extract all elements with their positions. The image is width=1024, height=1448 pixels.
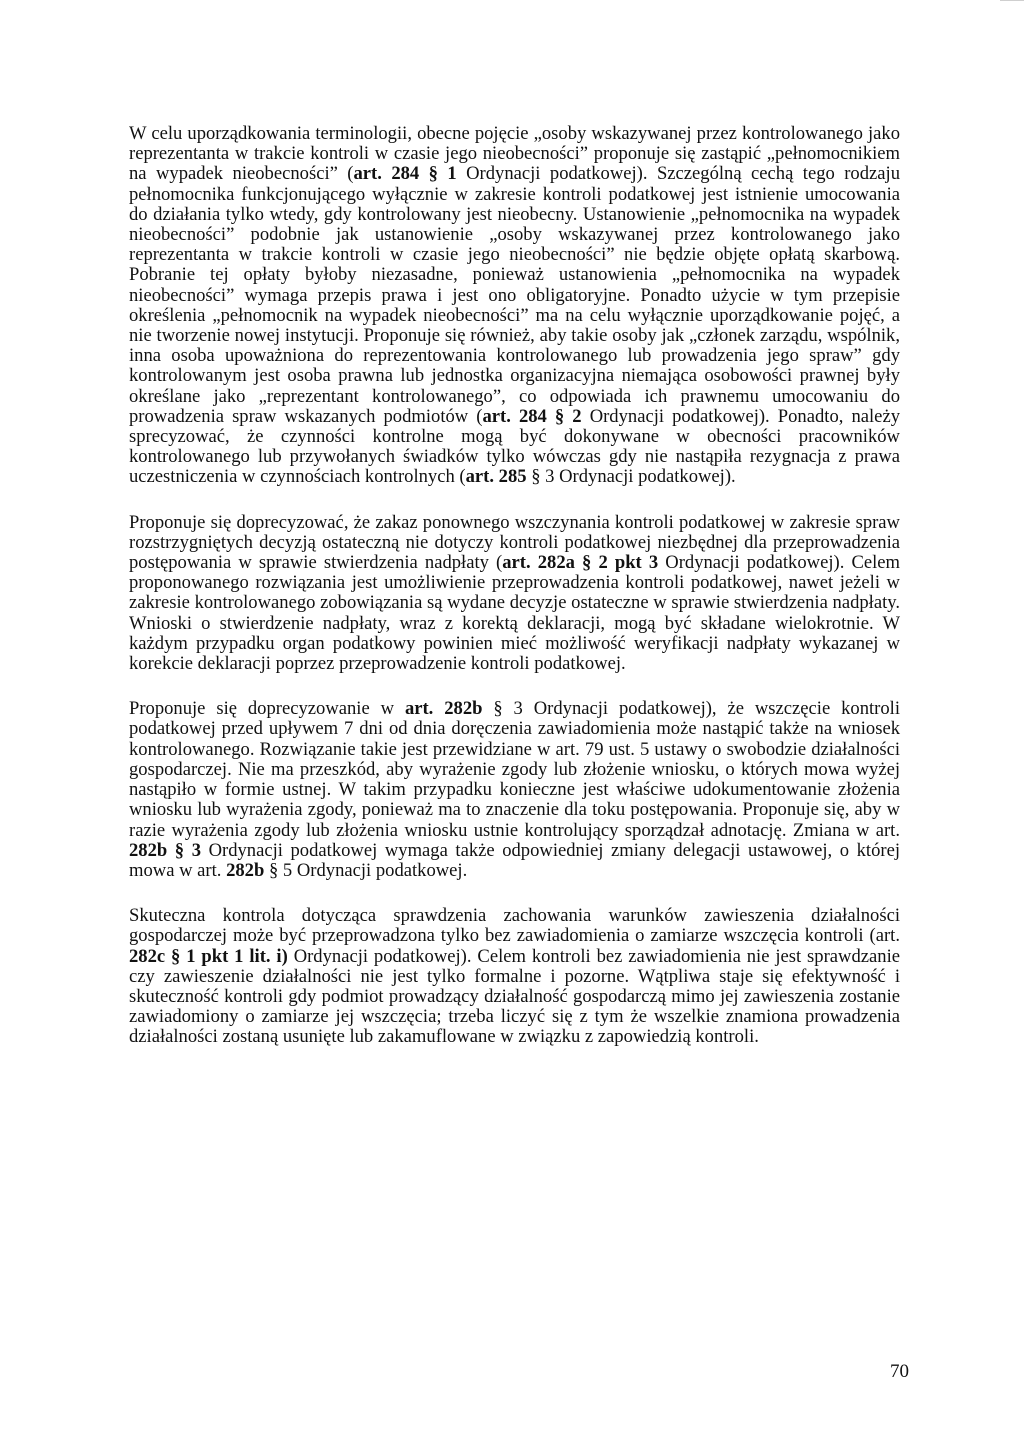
document-body (129, 124, 900, 1073)
legal-reference: 282b (226, 859, 265, 881)
paragraph-2 (129, 513, 900, 675)
legal-reference: art. 284 § 1 (353, 163, 457, 185)
paragraph-3 (129, 699, 900, 881)
paragraph-text: § 3 Ordynacji podatkowej), że wszczęcie kontroli podatkowej przed upływem 7 dni od dnia doręczenia zawiadomienia może nastąpić także na wniosek kontrolowanego. Rozwiązanie takie jest przewidziane w art. 79 ust. 5 ustawy o swobodzie działalności gospodarczej. Nie ma przeszkód, aby wyrażenie zgody lub złożenie wniosku, o których mowa wyżej nastąpiło w formie ustnej. W takim przypadku konieczne jest właściwe udokumentowanie złożenia wniosku lub wyrażenia zgody, ponieważ ma to znaczenie dla toku postępowania. Proponuje się, aby w razie wyrażenia zgody lub złożenia wniosku ustnie kontrolujący sporządzał adnotację. Zmiana w art. (129, 698, 900, 841)
paragraph-text: § 5 Ordynacji podatkowej. (264, 859, 468, 881)
paragraph-text: § 3 Ordynacji podatkowej). (526, 466, 736, 488)
legal-reference: art. 285 (465, 466, 527, 488)
legal-reference: 282b § 3 (129, 839, 201, 861)
paragraph-text: Proponuje się doprecyzować, że zakaz ponownego wszczynania kontroli podatkowej w zakresie spraw rozstrzygniętych decyzją ostateczną nie dotyczy kontroli podatkowej niezbędnej dla przeprowadzenia postępowania w sprawie stwierdzenia nadpłaty ( (129, 511, 900, 574)
legal-reference: art. 282b (404, 698, 483, 720)
paragraph-text: Skuteczna kontrola dotycząca sprawdzenia zachowania warunków zawieszenia działalności gospodarczej może być przeprowadzona tylko bez zawiadomienia o zamiarze wszczęcia kontroli (art. (129, 905, 900, 947)
paragraph-text: Ordynacji podatkowej). Szczególną cechą tego rodzaju pełnomocnika funkcjonującego wyłącznie w zakresie kontroli podatkowej jest istnienie umocowania do działania tylko wtedy, gdy kontrolowany jest nieobecny. Ustanowienie „pełnomocnika na wypadek nieobecności” podobnie jak ustanowienie „osoby wskazywanej przez kontrolowanego jako reprezentanta w trakcie kontroli w czasie jego nieobecności” nie będzie objęte opłatą skarbową. Pobranie tej opłaty byłoby niezasadne, ponieważ ustanowienia „pełnomocnika na wypadek nieobecności” wymaga przepis prawa i jest ono obligatoryjne. Ponadto użycie w tym przepisie określenia „pełnomocnik na wypadek nieobecności” ma na celu wyłącznie uporządkowanie pojęć, a nie tworzenie nowej instytucji. Proponuje się również, aby takie osoby jak „członek zarządu, wspólnik, inna osoba upoważniona do reprezentowania kontrolowanego lub prowadzenia jego spraw” gdy kontrolowanym jest osoba prawna lub jednostka organizacyjna niemająca osobowości prawnej były określane jako „reprezentant kontrolowanego”, co odpowiada ich prawnemu umocowaniu do prowadzenia spraw wskazanych podmiotów ( (129, 163, 900, 427)
paragraph-text: Ordynacji podatkowej). Celem proponowanego rozwiązania jest umożliwienie przeprowadzenia kontroli podatkowej, nawet jeżeli w zakresie kontrolowanego zobowiązania są wydane decyzje ostateczne w sprawie stwierdzenia nadpłaty. Wnioski o stwierdzenie nadpłaty, wraz z korektą deklaracji, mogą być składane wielokrotnie. W każdym przypadku organ podatkowy powinien mieć możliwość weryfikacji nadpłaty wykazanej w korekcie deklaracji poprzez przeprowadzenie kontroli podatkowej. (129, 552, 900, 675)
scan-edge-mark (1000, 0, 1024, 1)
paragraph-text: Ordynacji podatkowej). Celem kontroli bez zawiadomienia nie jest sprawdzanie czy zawieszenie działalności nie jest tylko formalne i pozorne. Wątpliwa staje się efektywność i skuteczność kontroli gdy podmiot prowadzący działalność gospodarczą mimo jej zawieszenia zostanie zawiadomiony o zamiarze jej wszczęcia; trzeba liczyć się z tym że wszelkie znamiona prowadzenia działalności zostaną usunięte lub zakamuflowane w związku z zapowiedzią kontroli. (129, 945, 900, 1048)
paragraph-text: W celu uporządkowania terminologii, obecne pojęcie „osoby wskazywanej przez kontrolowanego jako reprezentanta w trakcie kontroli w czasie jego nieobecności” proponuje się zastąpić „pełnomocnikiem na wypadek nieobecności” ( (129, 123, 900, 185)
paragraph-text: Proponuje się doprecyzowanie w (129, 698, 405, 720)
paragraph-text: Ordynacji podatkowej). Ponadto, należy sprecyzować, że czynności kontrolne mogą być dokonywane w obecności pracowników kontrolowanego lub przywołanych świadków tylko wówczas gdy nie nastąpiła rezygnacja z prawa uczestniczenia w czynnościach kontrolnych ( (129, 405, 900, 488)
legal-reference: 282c § 1 pkt 1 lit. i) (129, 945, 288, 967)
paragraph-4 (129, 906, 900, 1047)
legal-reference: art. 282a § 2 pkt 3 (502, 552, 659, 574)
legal-reference: art. 284 § 2 (482, 405, 582, 427)
paragraph-1 (129, 124, 900, 488)
paragraph-text: Ordynacji podatkowej wymaga także odpowiedniej zmiany delegacji ustawowej, o której mowa w art. (129, 839, 900, 881)
page-number: 70 (890, 1361, 909, 1382)
